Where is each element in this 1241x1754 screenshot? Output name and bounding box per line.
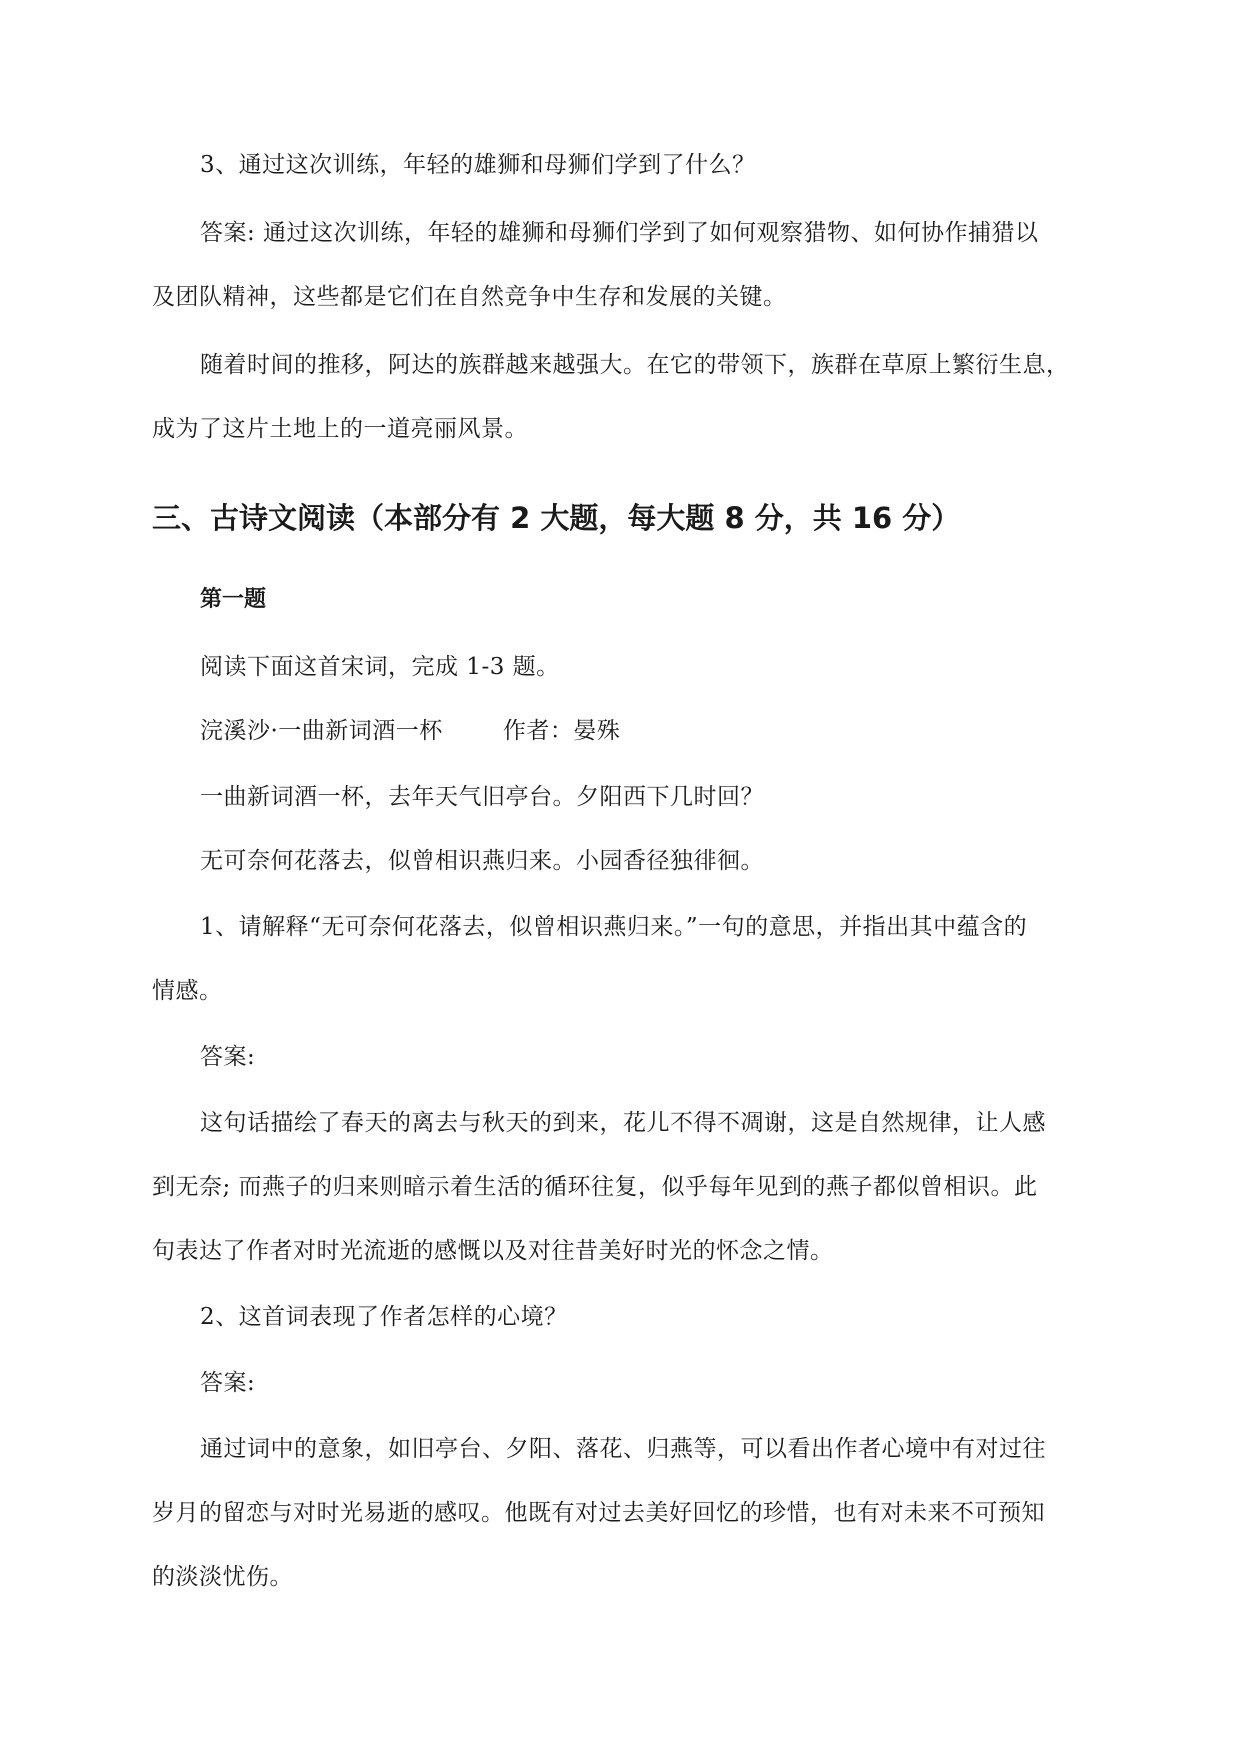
answer-2-line-1: 通过词中的意象，如旧亭台、夕阳、落花、归燕等，可以看出作者心境中有对过往 <box>200 1436 1046 1462</box>
poem-title-line <box>200 716 1092 746</box>
poem-line-1: 一曲新词酒一杯，去年天气旧亭台。夕阳西下几时回？ <box>200 784 764 810</box>
question-2: 2、这首词表现了作者怎样的心境？ <box>200 1304 568 1330</box>
answer-1-line-1: 这句话描绘了春天的离去与秋天的到来，花儿不得不凋谢，这是自然规律，让人感 <box>200 1110 1046 1136</box>
answer-2-label: 答案: <box>200 1370 256 1396</box>
answer-2-line-2: 岁月的留恋与对时光易逝的感叹。他既有对过去美好回忆的珍惜，也有对未来不可预知 <box>152 1500 1045 1526</box>
part-1-title: 第一题 <box>200 587 267 612</box>
poem-instruction: 阅读下面这首宋词，完成 1-3 题。 <box>200 654 560 680</box>
poem-title: 浣溪沙·一曲新词酒一杯 <box>200 718 443 744</box>
answer-2-line-3: 的淡淡忧伤。 <box>152 1564 293 1590</box>
question-1-line-2: 情感。 <box>152 978 223 1004</box>
poem-line-2: 无可奈何花落去，似曾相识燕归来。小园香径独徘徊。 <box>200 848 764 874</box>
answer-1-line-2: 到无奈; 而燕子的归来则暗示着生活的循环往复，似乎每年见到的燕子都似曾相识。此 <box>152 1174 1038 1200</box>
question-1-line-1: 1、请解释“无可奈何花落去，似曾相识燕归来。”一句的意思，并指出其中蕴含的 <box>200 914 1028 940</box>
answer-3-line-1: 答案: 通过这次训练，年轻的雄狮和母狮们学到了如何观察猎物、如何协作捕猎以 <box>200 220 1039 246</box>
paragraph-line-2: 成为了这片土地上的一道亮丽风景。 <box>152 416 528 442</box>
answer-1-label: 答案: <box>200 1044 256 1070</box>
answer-1-line-3: 句表达了作者对时光流逝的感慨以及对往昔美好时光的怀念之情。 <box>152 1238 834 1264</box>
poem-author: 作者：晏殊 <box>502 718 621 744</box>
question-3: 3、通过这次训练，年轻的雄狮和母狮们学到了什么？ <box>200 152 756 178</box>
paragraph-line-1: 随着时间的推移，阿达的族群越来越强大。在它的带领下，族群在草原上繁衍生息， <box>200 352 1070 378</box>
section-3-heading: 三、古诗文阅读（本部分有 2 大题，每大题 8 分，共 16 分） <box>152 501 961 535</box>
answer-3-line-2: 及团队精神，这些都是它们在自然竞争中生存和发展的关键。 <box>152 284 787 310</box>
